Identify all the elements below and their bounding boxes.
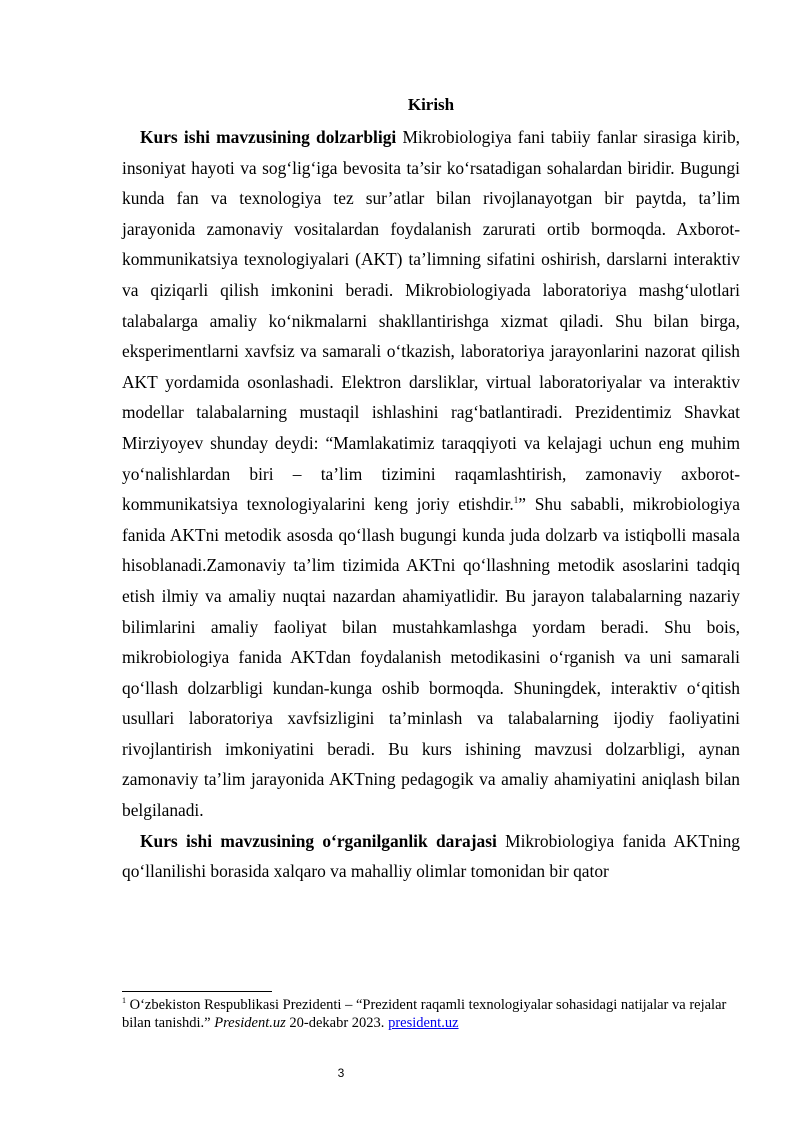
- paragraph-relevance: [122, 122, 740, 826]
- footnote-link[interactable]: president.uz: [388, 1015, 459, 1031]
- footnote: [122, 996, 742, 1032]
- paragraph-heading-study-level: Kurs ishi mavzusining o‘rganilganlik darajasi: [140, 830, 497, 851]
- paragraph-text: Mikrobiologiya fani tabiiy fanlar sirasiga kirib, insoniyat hayoti va sog‘lig‘iga bevosita ta’sir ko‘rsatadigan sohalardan biridir. Bugungi kunda fan va texnologiya tez sur’atlar bilan rivojlanayotgan bir paytda, ta’lim jarayonida zamonaviy vositalardan foydalanish zarurati ortib bormoqda. Axborot-kommunikatsiya texnologiyalari (AKT) ta’limning sifatini oshirish, darslarni interaktiv va qiziqarli qilish imkonini beradi. Mikrobiologiyada laboratoriya mashg‘ulotlari talabalarga amaliy ko‘nikmalarni shakllantirishga xizmat qiladi. Shu bilan birga, eksperimentlarni xavfsiz va samarali o‘tkazish, laboratoriya jarayonlarini nazorat qilish AKT yordamida osonlashadi. Elektron darsliklar, virtual laboratoriyalar va interaktiv modellar talabalarning mustaqil ishlashini rag‘batlantiradi. Prezidentimiz Shavkat Mirziyoyev shunday deydi: “Mamlakatimiz taraqqiyoti va kelajagi uchun eng muhim yo‘nalishlardan biri – ta’lim tizimini raqamlashtirish, zamonaviy axborot-kommunikatsiya texnologiyalarini keng joriy etishdir.: [122, 127, 741, 515]
- paragraph-study-level: [122, 826, 740, 887]
- paragraph-heading-relevance: Kurs ishi mavzusining dolzarbligi: [140, 127, 397, 147]
- paragraph-text: ” Shu sababli, mikrobiologiya fanida AKTni metodik asosda qo‘llash bugungi kunda juda dolzarb va istiqbolli masala hisoblanadi.Zamonaviy ta’lim tizimida AKTni qo‘llashning metodik asoslarini tadqiq etish ilmiy va amaliy nuqtai nazardan ahamiyatlidir. Bu jarayon talabalarning nazariy bilimlarini amaliy faoliyat bilan mustahkamlashga yordam beradi. Shu bois, mikrobiologiya fanida AKTdan foydalanish metodikasini o‘rganish va uni samarali qo‘llash dolzarbligi kundan-kunga oshib bormoqda. Shuningdek, interaktiv o‘qitish usullari laboratoriya xavfsizligini ta’minlash va talabalarning ijodiy faoliyatini rivojlantirish imkoniyatini beradi. Bu kurs ishining mavzusi dolzarbligi, aynan zamonaviy ta’lim jarayonida AKTning pedagogik va amaliy ahamiyatini aniqlash bilan belgilanadi.: [122, 494, 740, 821]
- section-title: Kirish: [407, 95, 455, 114]
- footnote-source: President.uz: [214, 1015, 286, 1031]
- paragraph-text: Mikrobiologiya fanida AKTning qo‘llanilishi borasida xalqaro va mahalliy olimlar tomonidan bir qator: [122, 830, 740, 882]
- footnote-mark: 1: [122, 996, 126, 1005]
- body-text: [122, 122, 740, 887]
- footnote-date: 20-dekabr 2023.: [285, 1015, 389, 1031]
- footnote-separator: [122, 991, 272, 992]
- page-number: 3: [337, 1066, 345, 1080]
- footnote-text: O‘zbekiston Respublikasi Prezidenti – “Prezident raqamli texnologiyalar sohasidagi natijalar va rejalar bilan tanishdi.”: [122, 997, 727, 1031]
- footnote-reference[interactable]: 1: [513, 495, 519, 506]
